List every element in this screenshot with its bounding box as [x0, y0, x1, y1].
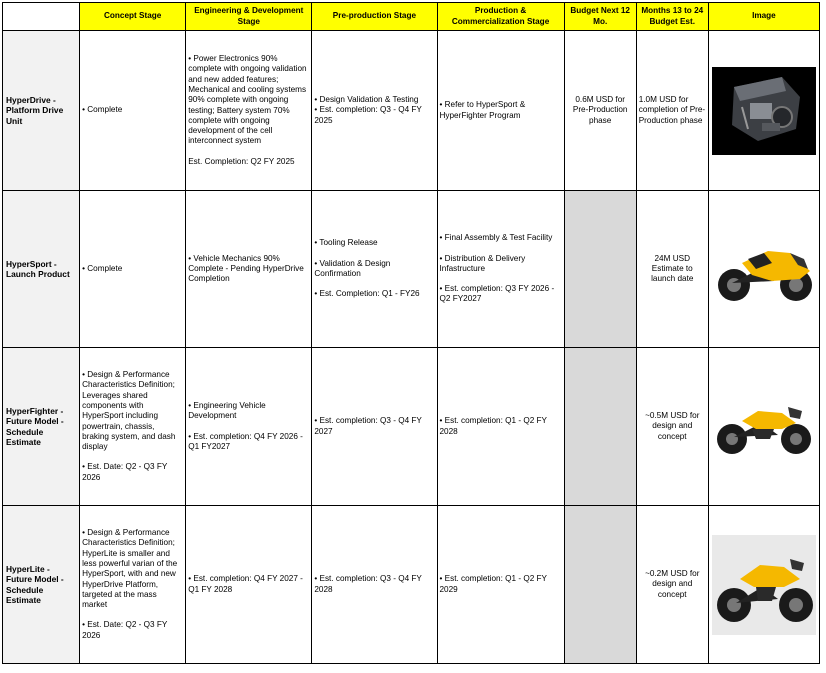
cell-spacer	[314, 279, 434, 289]
cell-line: • Engineering Vehicle Development	[188, 400, 266, 421]
drive-unit-image	[712, 67, 816, 155]
cell-line: • Est. completion: Q3 - Q4 FY 2028	[314, 574, 422, 594]
row-label: HyperFighter - Future Model - Schedule Estimate	[3, 348, 80, 506]
cell-spacer	[440, 244, 562, 254]
header-blank	[3, 3, 80, 31]
cell-line: • Est. Date: Q2 - Q3 FY 2026	[82, 620, 168, 640]
table-row	[3, 348, 820, 506]
cell-line: • Power Electronics 90% complete with ongoing validation and new added features; Mechanical and cooling systems 90% complete with ongoing testing; Battery system 70% complete with ongoing development of the cell interconnect system	[188, 54, 307, 146]
cell-line: • Est. Completion: Q1 - FY26	[314, 289, 420, 299]
image-cell	[708, 506, 819, 664]
cell-spacer	[82, 452, 183, 462]
production-cell	[437, 191, 564, 348]
cell-line: • Design Validation & Testing	[314, 95, 419, 105]
engineering-cell	[186, 506, 312, 664]
header-row	[3, 3, 820, 31]
cell-line: • Vehicle Mechanics 90% Complete - Pending HyperDrive Completion	[188, 253, 304, 284]
concept-cell	[80, 31, 186, 191]
cell-line: • Est. completion: Q1 - Q2 FY 2029	[439, 574, 547, 594]
cell-line: • Complete	[82, 263, 123, 273]
cell-spacer	[188, 422, 309, 432]
budget24-cell: 1.0M USD for completion of Pre-Production phase	[636, 31, 708, 191]
cell-line: • Tooling Release	[314, 238, 378, 248]
preproduction-cell	[312, 31, 437, 191]
budget12-cell	[564, 348, 636, 506]
image-cell	[708, 348, 819, 506]
header-concept: Concept Stage	[80, 3, 186, 31]
lite-motorcycle-image	[712, 535, 816, 635]
concept-cell	[80, 348, 186, 506]
engineering-cell	[186, 191, 312, 348]
production-cell	[437, 31, 564, 191]
concept-cell	[80, 506, 186, 664]
budget24-cell: 24M USD Estimate to launch date	[636, 191, 708, 348]
cell-line: • Design & Performance Characteristics Definition; HyperLite is smaller and less powerful varian of the HyperSport, with and new HyperDrive Platform, targeted at the mass market	[82, 528, 178, 610]
table-row	[3, 191, 820, 348]
header-production: Production & Commercialization Stage	[437, 3, 564, 31]
cell-spacer	[188, 147, 309, 157]
cell-spacer	[82, 610, 183, 620]
naked-motorcycle-image	[712, 395, 816, 459]
cell-spacer	[440, 274, 562, 284]
production-cell	[437, 348, 564, 506]
cell-line: • Est. completion: Q1 - Q2 FY 2028	[439, 416, 547, 436]
concept-cell	[80, 191, 186, 348]
header-image: Image	[708, 3, 819, 31]
image-cell	[708, 191, 819, 348]
cell-line: • Validation & Design Confirmation	[314, 258, 391, 278]
row-label: HyperLite - Future Model - Schedule Estimate	[3, 506, 80, 664]
roadmap-table	[2, 2, 820, 664]
budget12-cell	[564, 506, 636, 664]
cell-line: • Est. completion: Q3 - Q4 FY 2025	[314, 105, 422, 125]
preproduction-cell	[312, 506, 437, 664]
header-preproduction: Pre-production Stage	[312, 3, 437, 31]
production-cell	[437, 506, 564, 664]
cell-line: • Est. completion: Q4 FY 2026 - Q1 FY2027	[188, 431, 303, 451]
header-engineering: Engineering & Development Stage	[186, 3, 312, 31]
cell-line: • Est. completion: Q4 FY 2027 - Q1 FY 2028	[188, 574, 303, 594]
budget12-cell	[564, 191, 636, 348]
budget12-cell: 0.6M USD for Pre-Production phase	[564, 31, 636, 191]
sport-motorcycle-image	[712, 229, 816, 309]
row-label: HyperSport - Launch Product	[3, 191, 80, 348]
cell-spacer	[314, 249, 434, 259]
preproduction-cell	[312, 348, 437, 506]
cell-line: • Refer to HyperSport & HyperFighter Program	[439, 100, 526, 120]
cell-line: • Final Assembly & Test Facility	[439, 233, 553, 243]
row-label: HyperDrive - Platform Drive Unit	[3, 31, 80, 191]
header-budget-24: Months 13 to 24 Budget Est.	[636, 3, 708, 31]
table-row	[3, 506, 820, 664]
cell-line: • Est. completion: Q3 FY 2026 - Q2 FY2027	[439, 284, 555, 304]
cell-line: Est. Completion: Q2 FY 2025	[188, 156, 295, 166]
header-budget-12: Budget Next 12 Mo.	[564, 3, 636, 31]
engineering-cell	[186, 31, 312, 191]
preproduction-cell	[312, 191, 437, 348]
cell-line: • Est. Date: Q2 - Q3 FY 2026	[82, 462, 168, 482]
cell-line: • Est. completion: Q3 - Q4 FY 2027	[314, 416, 422, 436]
budget24-cell: ~0.5M USD for design and concept	[636, 348, 708, 506]
engineering-cell	[186, 348, 312, 506]
budget24-cell: ~0.2M USD for design and concept	[636, 506, 708, 664]
cell-line: • Distribution & Delivery Infastructure	[439, 253, 526, 273]
image-cell	[708, 31, 819, 191]
cell-line: • Complete	[82, 105, 123, 115]
table-row	[3, 31, 820, 191]
cell-line: • Design & Performance Characteristics Definition; Leverages shared components with HyperSport including powertrain, chassis, braking system, and dash display	[82, 370, 176, 452]
